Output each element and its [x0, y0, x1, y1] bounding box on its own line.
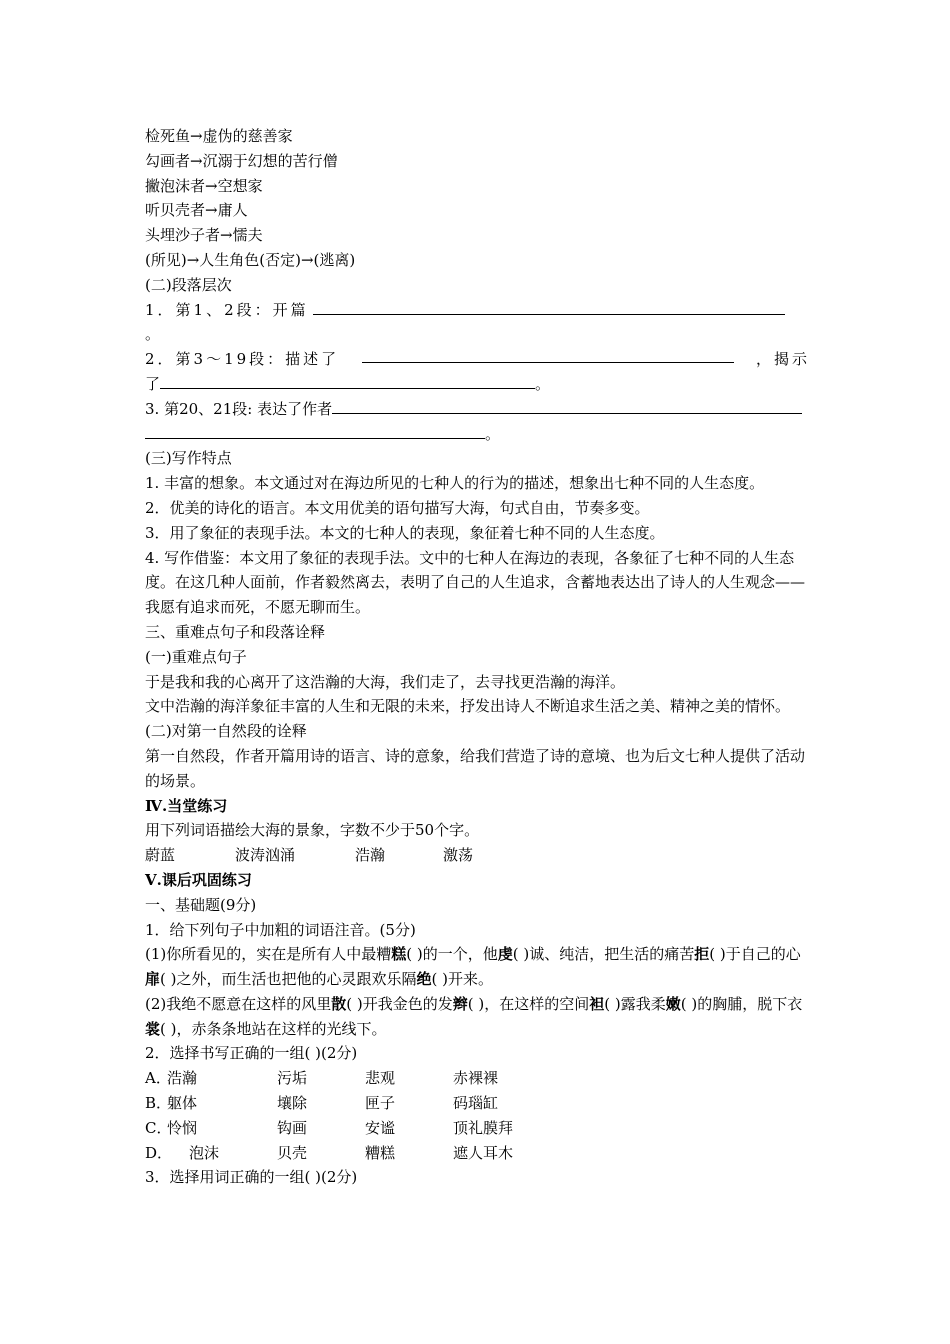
question-1-sentence-1 — [145, 942, 810, 992]
writing-point-2: 2．优美的诗化的语言。本文用优美的语句描写大海，句式自由，节奏多变。 — [145, 498, 650, 517]
role-line: 勾画者→沉溺于幻想的苦行僧 — [145, 151, 338, 170]
option-word: 码瑙缸 — [453, 1094, 499, 1113]
item-2-mid: ，揭示 — [755, 350, 810, 369]
answer-blank[interactable] — [362, 347, 734, 363]
bold-char: 扉 — [145, 970, 161, 989]
q1b-text: ( )，赤条条地站在这样的光线下。 — [160, 1019, 387, 1038]
role-line: 撇泡沫者→空想家 — [145, 176, 263, 195]
option-word: 污垢 — [277, 1069, 308, 1088]
first-paragraph-explanation: 第一自然段，作者开篇用诗的语言、诗的意象，给我们营造了诗的意境、也为后文七种人提供了活动的场景。 — [145, 746, 806, 790]
question-1-sentence-2 — [145, 992, 810, 1042]
q1a-text: ( )之外，而生活也把他的心灵跟欢乐隔 — [160, 970, 417, 989]
option-letter: C． — [145, 1118, 172, 1137]
option-word: 安谧 — [365, 1118, 396, 1137]
item-3-label: 3. 第20、21段: 表达了作者 — [145, 399, 333, 418]
bold-char: 绝 — [416, 970, 432, 989]
option-row — [145, 1116, 810, 1141]
option-word: 赤裸裸 — [453, 1069, 499, 1088]
practice-instruction: 用下列词语描绘大海的景象，字数不少于50个字。 — [145, 821, 480, 840]
q1a-text: ( )开来。 — [431, 970, 493, 989]
bold-char: 虔 — [497, 945, 513, 964]
option-word: 钩画 — [277, 1118, 308, 1137]
subsection-title-sentences: (一)重难点句子 — [145, 647, 247, 666]
option-row — [145, 1066, 810, 1091]
paragraph-item-2-cont — [145, 372, 810, 397]
paragraph-item-2 — [145, 347, 810, 372]
answer-blank[interactable] — [313, 299, 785, 315]
option-word: 贝壳 — [277, 1143, 308, 1162]
option-word: 壤除 — [277, 1094, 308, 1113]
q1a-text: ( )诚、纯洁，把生活的痛苦 — [512, 945, 695, 964]
q1b-text: (2)我绝不愿意在这样的风里 — [145, 994, 332, 1013]
bold-char: 袒 — [589, 994, 605, 1013]
option-word: 躯体 — [167, 1094, 198, 1113]
summary-line: (所见)→人生角色(否定)→(逃离) — [145, 250, 356, 269]
option-row — [145, 1141, 810, 1166]
q1a-text: ( )于自己的心 — [709, 945, 801, 964]
option-word: 泡沫 — [189, 1143, 220, 1162]
q1b-text: ( )，在这样的空间 — [467, 994, 590, 1013]
section-title-paragraphs: (二)段落层次 — [145, 275, 232, 294]
writing-point-3: 3．用了象征的表现手法。本文的七种人的表现，象征着七种不同的人生态度。 — [145, 523, 665, 542]
paragraph-item-3-cont — [145, 422, 810, 447]
writing-point-1: 1. 丰富的想象。本文通过对在海边所见的七种人的行为的描述，想象出七种不同的人生态度。 — [145, 474, 765, 493]
item-3-end: 。 — [485, 424, 501, 443]
document-content — [145, 124, 810, 1190]
practice-word: 波涛汹涌 — [235, 846, 296, 865]
option-word: 遮人耳木 — [453, 1143, 514, 1162]
item-1-end: 。 — [145, 325, 161, 344]
section-title-key: 三、重难点句子和段落诠释 — [145, 622, 326, 641]
basic-section-title: 一、基础题(9分) — [145, 895, 257, 914]
item-2-label: 2．第3～19段：描述了 — [145, 350, 340, 369]
role-line: 头埋沙子者→懦夫 — [145, 226, 263, 245]
bold-char: 裳 — [145, 1019, 161, 1038]
option-word: 顶礼膜拜 — [453, 1118, 514, 1137]
homework-title: Ⅴ.课后巩固练习 — [145, 870, 252, 889]
practice-word: 蔚蓝 — [145, 846, 176, 865]
option-word: 悲观 — [365, 1069, 396, 1088]
option-letter: B． — [145, 1094, 172, 1113]
practice-word: 激荡 — [443, 846, 474, 865]
q1a-text: (1)你所看见的，实在是所有人中最糟 — [145, 945, 392, 964]
subsection-title-first-paragraph: (二)对第一自然段的诠释 — [145, 722, 307, 741]
option-word: 匣子 — [365, 1094, 396, 1113]
q1b-text: ( )的胸脯，脱下衣 — [680, 994, 803, 1013]
key-sentence-explanation: 文中浩瀚的海洋象征丰富的人生和无限的未来，抒发出诗人不断追求生活之美、精神之美的情怀。 — [145, 697, 791, 716]
practice-word: 浩瀚 — [355, 846, 386, 865]
item-2-cont-text: 了 — [145, 374, 161, 393]
option-letter: D． — [145, 1143, 173, 1162]
key-sentence: 于是我和我的心离开了这浩瀚的大海，我们走了，去寻找更浩瀚的海洋。 — [145, 672, 626, 691]
paragraph-item-1 — [145, 298, 810, 323]
role-line: 检死鱼→虚伪的慈善家 — [145, 127, 293, 145]
bold-char: 辫 — [452, 994, 468, 1013]
bold-char: 拒 — [694, 945, 710, 964]
option-word: 浩瀚 — [167, 1069, 198, 1088]
q1b-text: ( )露我柔 — [604, 994, 666, 1013]
option-row — [145, 1091, 810, 1116]
practice-title: Ⅳ.当堂练习 — [145, 796, 228, 815]
bold-char: 糕 — [391, 945, 407, 964]
question-2: 2．选择书写正确的一组( )(2分) — [145, 1044, 358, 1063]
paragraph-item-3 — [145, 397, 810, 422]
question-3: 3．选择用词正确的一组( )(2分) — [145, 1168, 358, 1187]
writing-point-4: 4. 写作借鉴：本文用了象征的表现手法。文中的七种人在海边的表现，各象征了七种不同的人生态度。在这几种人面前，作者毅然离去，表明了自己的人生追求，含蓄地表达出了诗人的人生观念——我愿有追求而死，不愿无聊而生。 — [145, 548, 806, 617]
option-word: 糟糕 — [365, 1143, 396, 1162]
section-title-writing: (三)写作特点 — [145, 449, 232, 468]
option-word: 怜悯 — [167, 1118, 198, 1137]
item-1-label: 1．第1、2段：开篇 — [145, 300, 309, 319]
answer-blank[interactable] — [160, 373, 535, 389]
q1a-text: ( )的一个，他 — [406, 945, 498, 964]
bold-char: 嫩 — [665, 994, 681, 1013]
q1b-text: ( )开我金色的发 — [346, 994, 453, 1013]
answer-blank[interactable] — [145, 423, 485, 439]
answer-blank[interactable] — [332, 398, 802, 414]
question-1: 1．给下列句子中加粗的词语注音。(5分) — [145, 920, 416, 939]
practice-word-list — [145, 843, 810, 868]
role-line: 听贝壳者→庸人 — [145, 201, 248, 220]
item-2-end: 。 — [535, 374, 551, 393]
bold-char: 散 — [331, 994, 347, 1013]
option-letter: A． — [145, 1069, 171, 1088]
